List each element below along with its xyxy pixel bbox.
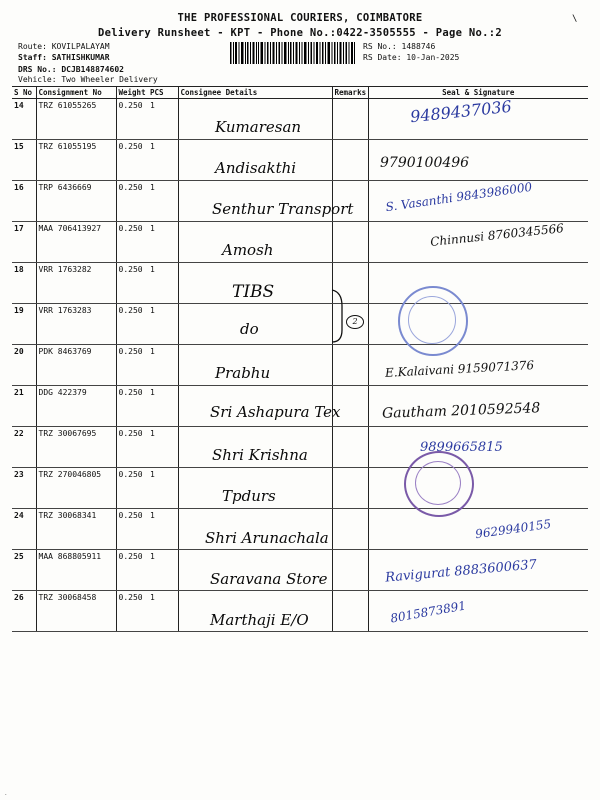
bracket-note: 2 xyxy=(346,315,364,329)
row-remarks-cell xyxy=(332,427,368,468)
route-label: Route: xyxy=(18,42,47,51)
company-seal xyxy=(398,286,468,356)
col-header-weight: Weight xyxy=(116,87,148,99)
rs-date-line xyxy=(363,53,459,62)
handwritten-consignee: Sri Ashapura Tex xyxy=(210,403,341,421)
row-pcs: 1 xyxy=(148,140,178,181)
handwritten-consignee: Andisakthi xyxy=(215,159,297,177)
rs-date-value: 10-Jan-2025 xyxy=(406,53,460,62)
handwritten-consignee: TIBS xyxy=(232,282,275,302)
staff-value: SATHISHKUMAR xyxy=(51,53,110,62)
row-weight: 0.250 xyxy=(116,181,148,222)
drs-value: DCJB148874602 xyxy=(61,65,124,74)
col-header-remarks: Remarks xyxy=(332,87,368,99)
row-sno: 24 xyxy=(12,509,36,550)
row-weight: 0.250 xyxy=(116,509,148,550)
row-pcs: 1 xyxy=(148,181,178,222)
table-row xyxy=(12,263,588,304)
handwritten-consignee: Tpdurs xyxy=(222,487,276,505)
rs-date-label: RS Date: xyxy=(363,53,402,62)
row-consignment-no: VRR 1763283 xyxy=(36,304,116,345)
row-pcs: 1 xyxy=(148,468,178,509)
row-sno: 25 xyxy=(12,550,36,591)
col-header-signature: Seal & Signature xyxy=(368,87,588,99)
row-pcs: 1 xyxy=(148,386,178,427)
row-pcs: 1 xyxy=(148,304,178,345)
row-weight: 0.250 xyxy=(116,427,148,468)
row-remarks-cell xyxy=(332,99,368,140)
row-sno: 26 xyxy=(12,591,36,632)
row-weight: 0.250 xyxy=(116,263,148,304)
handwritten-signature: 8015873891 xyxy=(389,598,467,626)
vehicle-line xyxy=(18,75,158,84)
row-pcs: 1 xyxy=(148,99,178,140)
col-header-sno: S No xyxy=(12,87,36,99)
row-consignment-no: TRZ 30067695 xyxy=(36,427,116,468)
row-remarks-cell xyxy=(332,550,368,591)
staff-label: Staff: xyxy=(18,53,47,62)
route-value: KOVILPALAYAM xyxy=(51,42,110,51)
row-sno: 22 xyxy=(12,427,36,468)
row-weight: 0.250 xyxy=(116,468,148,509)
row-consignment-no: TRZ 270046805 xyxy=(36,468,116,509)
handwritten-signature: 9629940155 xyxy=(474,516,552,542)
runsheet-title: Delivery Runsheet - KPT - Phone No.:0422-3505555 - Page No.:2 xyxy=(98,27,502,39)
barcode xyxy=(230,42,355,64)
table-row xyxy=(12,304,588,345)
row-weight: 0.250 xyxy=(116,304,148,345)
row-pcs: 1 xyxy=(148,427,178,468)
row-remarks-cell xyxy=(332,140,368,181)
handwritten-signature: Ravigurat 8883600637 xyxy=(384,557,538,586)
vehicle-value: Two Wheeler Delivery xyxy=(61,75,158,84)
row-sno: 23 xyxy=(12,468,36,509)
handwritten-consignee: Amosh xyxy=(222,241,274,259)
handwritten-signature: Gautham 2010592548 xyxy=(381,400,541,422)
col-header-consignment: Consignment No xyxy=(36,87,116,99)
row-pcs: 1 xyxy=(148,591,178,632)
handwritten-signature: S. Vasanthi 9843986000 xyxy=(384,179,533,215)
row-pcs: 1 xyxy=(148,550,178,591)
row-pcs: 1 xyxy=(148,263,178,304)
table-row xyxy=(12,140,588,181)
handwritten-signature: Chinnusi 8760345566 xyxy=(429,221,565,249)
row-pcs: 1 xyxy=(148,222,178,263)
drs-label: DRS No.: xyxy=(18,65,57,74)
row-consignment-no: TRP 6436669 xyxy=(36,181,116,222)
handwritten-consignee: Shri Krishna xyxy=(212,446,308,464)
col-header-consignee: Consignee Details xyxy=(178,87,332,99)
drs-line xyxy=(18,65,124,74)
row-remarks-cell xyxy=(332,509,368,550)
row-remarks-cell xyxy=(332,591,368,632)
handwritten-signature: 9899665815 xyxy=(420,440,503,455)
row-consignment-no: VRR 1763282 xyxy=(36,263,116,304)
row-consignment-no: TRZ 30068341 xyxy=(36,509,116,550)
row-remarks-cell xyxy=(332,345,368,386)
row-pcs: 1 xyxy=(148,345,178,386)
row-weight: 0.250 xyxy=(116,345,148,386)
rs-no-value: 1488746 xyxy=(401,42,436,51)
corner-mark: \ xyxy=(572,14,578,24)
row-remarks-cell xyxy=(332,468,368,509)
handwritten-consignee: Saravana Store xyxy=(210,570,328,588)
row-consignment-no: PDK 8463769 xyxy=(36,345,116,386)
page-footer-mark: . xyxy=(4,790,8,797)
handwritten-consignee: Kumaresan xyxy=(215,118,302,136)
row-sno: 18 xyxy=(12,263,36,304)
row-sno: 14 xyxy=(12,99,36,140)
row-remarks-cell xyxy=(332,222,368,263)
row-signature-cell xyxy=(368,468,588,509)
row-weight: 0.250 xyxy=(116,550,148,591)
company-name: THE PROFESSIONAL COURIERS, COIMBATORE xyxy=(177,12,423,24)
route-line xyxy=(18,42,110,51)
row-consignment-no: TRZ 30068458 xyxy=(36,591,116,632)
row-weight: 0.250 xyxy=(116,222,148,263)
row-sno: 20 xyxy=(12,345,36,386)
row-weight: 0.250 xyxy=(116,386,148,427)
vehicle-label: Vehicle: xyxy=(18,75,57,84)
row-consignment-no: MAA 868805911 xyxy=(36,550,116,591)
row-sno: 19 xyxy=(12,304,36,345)
row-consignment-no: MAA 706413927 xyxy=(36,222,116,263)
handwritten-signature: E.Kalaivani 9159071376 xyxy=(384,358,535,380)
row-weight: 0.250 xyxy=(116,140,148,181)
row-consignment-no: TRZ 61055265 xyxy=(36,99,116,140)
company-seal xyxy=(404,451,474,517)
handwritten-consignee: do xyxy=(240,320,259,338)
row-consignment-no: DDG 422379 xyxy=(36,386,116,427)
rs-no-line xyxy=(363,42,435,51)
table-row xyxy=(12,468,588,509)
handwritten-consignee: Senthur Transport xyxy=(212,200,354,218)
handwritten-signature: 9790100496 xyxy=(380,155,470,171)
row-sno: 15 xyxy=(12,140,36,181)
row-signature-cell xyxy=(368,263,588,304)
row-sno: 17 xyxy=(12,222,36,263)
row-pcs: 1 xyxy=(148,509,178,550)
row-weight: 0.250 xyxy=(116,99,148,140)
row-sno: 21 xyxy=(12,386,36,427)
row-weight: 0.250 xyxy=(116,591,148,632)
handwritten-consignee: Marthaji E/O xyxy=(210,611,309,629)
row-consignment-no: TRZ 61055195 xyxy=(36,140,116,181)
handwritten-consignee: Prabhu xyxy=(215,364,271,382)
col-header-pcs: PCS xyxy=(148,87,178,99)
handwritten-signature: 9489437036 xyxy=(409,96,513,127)
rs-no-label: RS No.: xyxy=(363,42,397,51)
staff-line xyxy=(18,53,110,62)
row-sno: 16 xyxy=(12,181,36,222)
handwritten-consignee: Shri Arunachala xyxy=(205,529,329,547)
